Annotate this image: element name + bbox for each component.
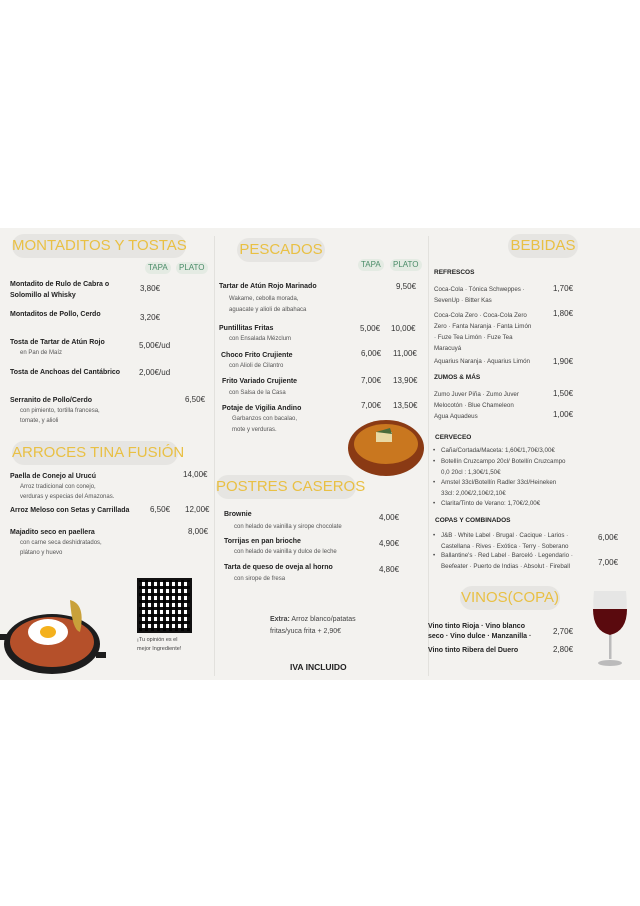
qr-code[interactable] bbox=[137, 578, 192, 633]
column-label-tapa: TAPA bbox=[358, 259, 384, 271]
spirit-item: • Ballantine's · Red Label · Barceló · Legendario · Beefeater · Puerto de Indias · Absolut · Fireball bbox=[441, 551, 573, 572]
item-price: 2,00€/ud bbox=[139, 368, 171, 377]
drink-price: 1,00€ bbox=[553, 410, 574, 419]
item-name: Paella de Conejo al Urucú bbox=[10, 473, 96, 480]
drink-price: 1,70€ bbox=[553, 284, 574, 293]
column-divider bbox=[214, 236, 215, 676]
tax-included-note: IVA INCLUIDO bbox=[290, 662, 347, 672]
item-price: 3,80€ bbox=[140, 284, 161, 293]
drink-price: 1,80€ bbox=[553, 309, 574, 318]
qr-caption: ¡Tu opinión es el bbox=[137, 637, 178, 643]
subsection-title: CERVECEO bbox=[435, 434, 472, 441]
drink-item: Zumo Juver Piña · Zumo Juver Melocotón · Blue Chameleon bbox=[434, 391, 519, 409]
beer-item: • Clarita/Tinto de Verano: 1,70€/2,00€ bbox=[441, 499, 540, 510]
item-desc: Arroz tradicional con conejo, bbox=[20, 484, 96, 490]
item-price: 13,50€ bbox=[393, 401, 418, 410]
section-title-bebidas: BEBIDAS bbox=[508, 234, 578, 258]
drink-price: 1,50€ bbox=[553, 389, 574, 398]
item-name: Majadito seco en paellera bbox=[10, 529, 95, 536]
subsection-title: COPAS Y COMBINADOS bbox=[435, 517, 511, 524]
item-name: Tosta de Anchoas del Cantábrico bbox=[10, 369, 121, 376]
section-title-montaditos: MONTADITOS Y TOSTAS bbox=[12, 234, 186, 258]
item-desc: con sirope de fresa bbox=[234, 576, 286, 582]
item-price: 10,00€ bbox=[391, 324, 416, 333]
chickpea-stew-image bbox=[346, 418, 426, 480]
item-price: 11,00€ bbox=[393, 349, 417, 358]
item-desc: con helado de vainilla y dulce de leche bbox=[234, 549, 337, 555]
paella-dish-image bbox=[0, 594, 106, 680]
extra-label: Extra: bbox=[270, 616, 290, 623]
item-name: Torrijas en pan brioche bbox=[224, 538, 301, 545]
drink-price: 7,00€ bbox=[598, 558, 619, 567]
item-name: Arroz Meloso con Setas y Carrillada bbox=[10, 507, 130, 514]
wine-item: Vino tinto Ribera del Duero bbox=[428, 647, 519, 654]
item-name: Frito Variado Crujiente bbox=[222, 378, 298, 385]
drink-price: 1,90€ bbox=[553, 357, 574, 366]
item-price: 4,80€ bbox=[379, 565, 400, 574]
item-desc: mote y verduras. bbox=[232, 427, 277, 433]
item-desc: con Salsa de la Casa bbox=[229, 390, 286, 396]
item-desc: con carne seca deshidratados, bbox=[20, 540, 102, 546]
item-desc: con Ensalada Mézclum bbox=[229, 336, 292, 342]
item-price: 4,90€ bbox=[379, 539, 400, 548]
item-price: 4,00€ bbox=[379, 513, 400, 522]
item-desc: con helado de vainilla y sirope chocolate bbox=[234, 524, 342, 530]
item-price: 5,00€/ud bbox=[139, 341, 171, 350]
wine-price: 2,80€ bbox=[553, 645, 574, 654]
qr-caption: mejor Ingrediente! bbox=[137, 646, 182, 652]
item-name: Serranito de Pollo/Cerdo bbox=[10, 397, 93, 404]
item-desc: plátano y huevo bbox=[20, 550, 63, 556]
item-price: 7,00€ bbox=[361, 376, 382, 385]
item-name: Tarta de queso de oveja al horno bbox=[224, 564, 333, 571]
item-desc: con Alioli de Cilantro bbox=[229, 363, 284, 369]
beer-item: • Amstel 33cl/Botellín Radler 33cl/Heineken 33cl: 2,00€/2,10€/2,10€ bbox=[441, 478, 556, 499]
beer-item: • Botellín Cruzcampo 20cl/ Botellín Cruzcampo 0,0 20cl : 1,30€/1,50€ bbox=[441, 457, 566, 478]
extra-note bbox=[270, 616, 356, 623]
item-price: 9,50€ bbox=[396, 282, 417, 291]
wine-item: Vino tinto Rioja · Vino blanco seco · Vino dulce · Manzanilla · bbox=[428, 623, 532, 640]
subsection-title: ZUMOS & MÁS bbox=[434, 374, 481, 381]
item-name: Montadito de Rulo de Cabra o bbox=[10, 281, 110, 288]
spirit-item: • J&B · White Label · Brugal · Cacique · Larios · Castellana · Rives · Exótica · Terry · Soberano bbox=[441, 531, 568, 552]
section-title-vinos: VINOS(COPA) bbox=[460, 586, 560, 610]
item-desc: con pimiento, tortilla francesa, bbox=[20, 408, 100, 414]
wine-glass-image bbox=[590, 589, 630, 669]
drink-item: Coca-Cola Zero · Coca-Cola Zero Zero · Fanta Naranja · Fanta Limón · Fuze Tea Limón · Fuze Tea Maracuyá bbox=[434, 312, 532, 352]
section-title-postres: POSTRES CASEROS bbox=[216, 475, 356, 499]
item-price: 5,00€ bbox=[360, 324, 381, 333]
beer-item: • Caña/Cortada/Maceta: 1,60€/1,70€/3,00€ bbox=[441, 446, 555, 457]
item-name: Potaje de Vigilia Andino bbox=[222, 405, 302, 412]
drink-item: Aquarius Naranja · Aquarius Limón bbox=[434, 358, 530, 365]
item-name: Tosta de Tartar de Atún Rojo bbox=[10, 339, 105, 346]
item-name: Solomillo al Whisky bbox=[10, 292, 76, 299]
item-price: 6,50€ bbox=[150, 505, 171, 514]
drink-price: 6,00€ bbox=[598, 533, 619, 542]
item-desc: aguacate y alioli de albahaca bbox=[229, 307, 307, 313]
item-price: 12,00€ bbox=[185, 505, 210, 514]
section-title-pescados: PESCADOS bbox=[237, 238, 325, 262]
drink-item: Agua Aquadeus bbox=[434, 413, 478, 420]
column-label-tapa: TAPA bbox=[145, 262, 171, 274]
item-price: 8,00€ bbox=[188, 527, 209, 536]
item-price: 13,90€ bbox=[393, 376, 418, 385]
item-name: Montaditos de Pollo, Cerdo bbox=[10, 311, 101, 318]
item-price: 7,00€ bbox=[361, 401, 382, 410]
item-name: Puntillitas Fritas bbox=[219, 325, 274, 332]
section-title-arroces: ARROCES TINA FUSIÓN bbox=[12, 441, 178, 465]
wine-price: 2,70€ bbox=[553, 627, 574, 636]
item-name: Tartar de Atún Rojo Marinado bbox=[219, 283, 317, 290]
item-desc: en Pan de Maíz bbox=[20, 350, 63, 356]
extra-text: Arroz blanco/patatas bbox=[291, 616, 356, 623]
item-price: 14,00€ bbox=[183, 470, 208, 479]
column-divider bbox=[428, 236, 429, 676]
item-desc: tomate, y alioli bbox=[20, 418, 59, 424]
item-desc: Wakame, cebolla morada, bbox=[229, 296, 299, 302]
extra-text: fritas/yuca frita + 2,90€ bbox=[270, 628, 342, 635]
subsection-title: REFRESCOS bbox=[434, 269, 475, 276]
item-name: Brownie bbox=[224, 511, 252, 518]
item-price: 3,20€ bbox=[140, 313, 161, 322]
item-desc: verduras y especias del Amazonas. bbox=[20, 494, 115, 500]
item-name: Choco Frito Crujiente bbox=[221, 352, 293, 359]
item-price: 6,50€ bbox=[185, 395, 206, 404]
item-desc: Garbanzos con bacalao, bbox=[232, 416, 298, 422]
item-price: 6,00€ bbox=[361, 349, 382, 358]
column-label-plato: PLATO bbox=[390, 259, 422, 271]
column-label-plato: PLATO bbox=[176, 262, 208, 274]
drink-item: Coca-Cola · Tónica Schweppes · SevenUp · Bitter Kas bbox=[434, 286, 525, 304]
